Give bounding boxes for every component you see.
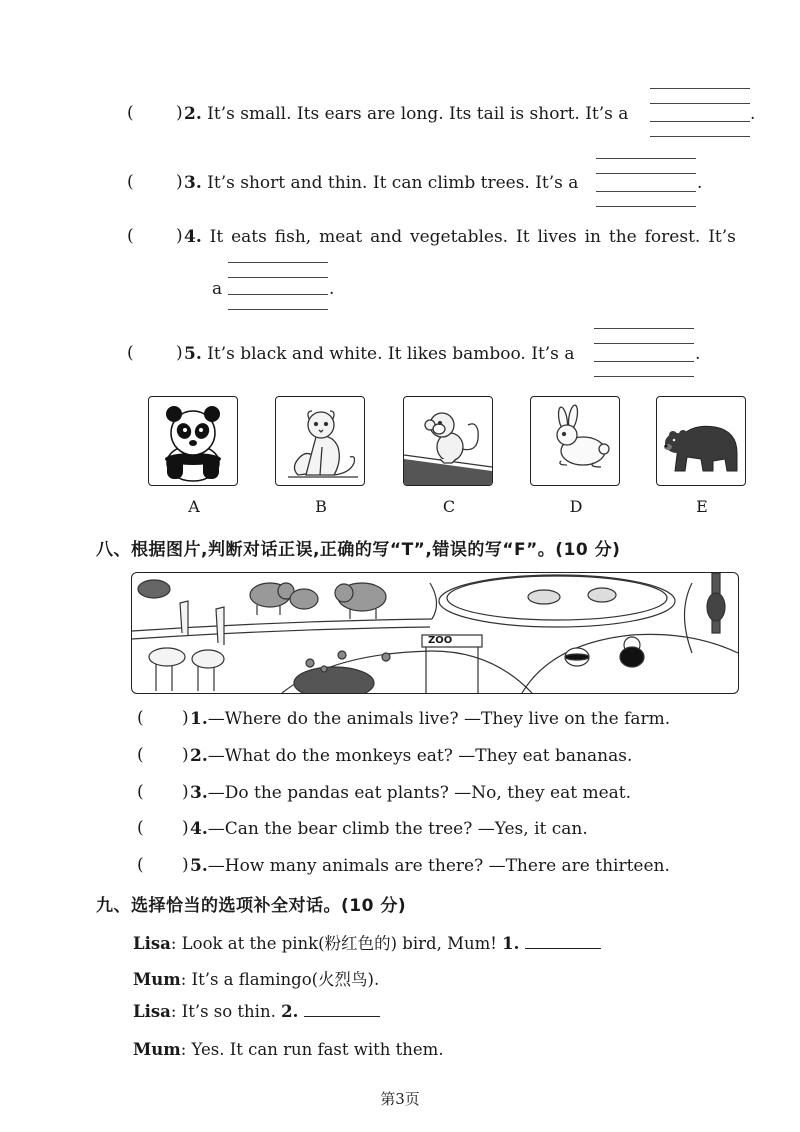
question-number: 3.	[184, 173, 202, 193]
answer-blank[interactable]	[525, 934, 601, 949]
option-label-d: D	[569, 497, 583, 516]
answer-paren-close: )	[176, 103, 183, 123]
colon: :	[180, 1040, 187, 1059]
period: .	[695, 344, 701, 364]
colon: :	[170, 934, 177, 953]
speaker: Mum	[133, 1040, 181, 1059]
colon: :	[170, 1002, 177, 1021]
question-text: —Where do the animals live? —They live on the farm.	[207, 709, 671, 729]
dialogue-text: It’s so thin.	[181, 1002, 276, 1021]
dialogue-text: It’s a flamingo(火烈鸟).	[191, 970, 380, 989]
answer-paren-open: (	[137, 782, 144, 802]
answer-paren-close: )	[182, 855, 189, 875]
zoo-sign: ZOO	[428, 635, 453, 646]
question-text: It’s small. Its ears are long. Its tail is short. It’s a	[207, 104, 629, 124]
answer-paren-close: )	[176, 226, 183, 246]
option-label-a: A	[188, 497, 200, 516]
answer-paren-open: (	[137, 818, 144, 838]
blank-number: 2.	[281, 1002, 299, 1021]
option-label-e: E	[696, 497, 708, 516]
answer-paren-open: (	[127, 343, 134, 363]
speaker: Mum	[133, 970, 181, 989]
question-text: —Do the pandas eat plants? —No, they eat meat.	[207, 783, 632, 803]
answer-paren-open: (	[127, 172, 134, 192]
answer-paren-close: )	[176, 172, 183, 192]
question-text: —What do the monkeys eat? —They eat bananas.	[207, 746, 633, 766]
question-text: It’s black and white. It likes bamboo. It’s a	[207, 344, 575, 364]
option-label-c: C	[442, 497, 456, 516]
question-number: 1.	[190, 709, 208, 729]
dialogue-line	[133, 930, 601, 954]
colon: :	[180, 970, 187, 989]
dialogue-line	[133, 1002, 380, 1021]
period: .	[697, 173, 703, 193]
answer-blank[interactable]	[304, 1002, 380, 1017]
answer-paren-open: (	[137, 855, 144, 875]
section-9-title: 九、选择恰当的选项补全对话。(10 分)	[96, 896, 407, 916]
bear-icon	[656, 396, 746, 486]
question-text: —Can the bear climb the tree? —Yes, it can.	[207, 819, 588, 839]
answer-paren-open: (	[127, 226, 134, 246]
question-text: It’s short and thin. It can climb trees. It’s a	[207, 173, 579, 193]
dialogue-line	[133, 1040, 444, 1059]
question-number: 5.	[184, 344, 202, 364]
answer-paren-open: (	[137, 745, 144, 765]
period: .	[750, 104, 756, 124]
question-text: It eats fish, meat and vegetables. It lives in the forest. It’s	[209, 227, 736, 247]
dialogue-text: Look at the pink(粉红色的) bird, Mum!	[181, 934, 497, 953]
question-number: 3.	[190, 783, 208, 803]
section-8-title: 八、根据图片,判断对话正误,正确的写“T”,错误的写“F”。(10 分)	[96, 540, 621, 560]
answer-paren-close: )	[182, 818, 189, 838]
monkey-icon	[403, 396, 493, 486]
zoo-illustration	[131, 572, 739, 694]
question-text-line2: a	[212, 279, 223, 299]
lion-icon	[275, 396, 365, 486]
page-number: 第3页	[380, 1090, 420, 1108]
answer-paren-open: (	[137, 708, 144, 728]
dialogue-text: Yes. It can run fast with them.	[191, 1040, 444, 1059]
rabbit-icon	[530, 396, 620, 486]
option-label-b: B	[315, 497, 327, 516]
answer-paren-open: (	[127, 103, 134, 123]
speaker: Lisa	[133, 1002, 171, 1021]
speaker: Lisa	[133, 934, 171, 953]
answer-paren-close: )	[182, 708, 189, 728]
dialogue-line	[133, 966, 379, 990]
question-number: 5.	[190, 856, 208, 876]
question-number: 2.	[184, 104, 202, 124]
blank-number: 1.	[502, 934, 520, 953]
question-number: 4.	[184, 227, 202, 247]
question-number: 2.	[190, 746, 208, 766]
question-text: —How many animals are there? —There are thirteen.	[207, 856, 670, 876]
answer-paren-close: )	[182, 782, 189, 802]
answer-paren-close: )	[176, 343, 183, 363]
panda-icon	[148, 396, 238, 486]
question-number: 4.	[190, 819, 208, 839]
answer-paren-close: )	[182, 745, 189, 765]
period: .	[329, 279, 335, 299]
